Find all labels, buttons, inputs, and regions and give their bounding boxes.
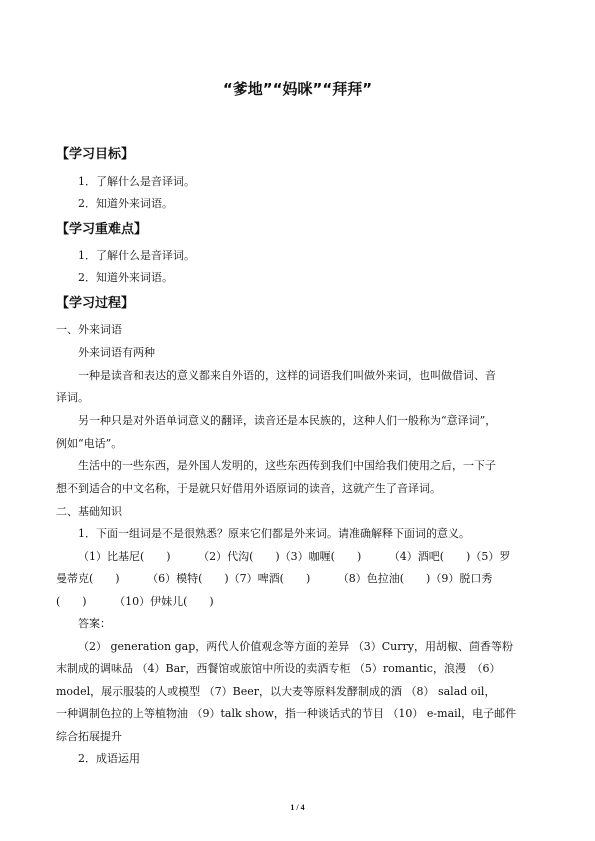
- paragraph-line: 综合拓展提升: [56, 730, 122, 743]
- answer-line: 末制成的调味品 （4）Bar，西餐馆或旅馆中所设的卖酒专柜 （5）romantic，浪漫 （6）: [56, 662, 501, 675]
- paragraph-line: 生活中的一些东西，是外国人发明的，这些东西传到我们中国给我们使用之后，一下子: [78, 459, 496, 472]
- goal-item: 1．了解什么是音译词。: [78, 175, 195, 188]
- keypoint-item: 2．知道外来词语。: [78, 271, 173, 284]
- paragraph-line: 想不到适合的中文名称，于是就只好借用外语原词的读音，这就产生了音译词。: [56, 482, 441, 495]
- section-heading-process: 【学习过程】: [56, 296, 135, 311]
- paragraph-line: 外来词语有两种: [78, 346, 155, 359]
- subheading: 一、外来词语: [56, 323, 122, 336]
- section-heading-keypoints: 【学习重难点】: [56, 222, 148, 237]
- answer-label: 答案：: [78, 617, 111, 630]
- question-line: （1）比基尼( ) （2）代沟( )（3）咖喱( ) （4）酒吧( )（5）罗: [78, 550, 511, 563]
- paragraph-line: 例如“电话”。: [56, 437, 123, 450]
- paragraph-line: 译词。: [56, 391, 89, 404]
- answer-line: model，展示服装的人或模型 （7）Beer，以大麦等原料发酵制成的酒 （8） salad oil，: [56, 685, 496, 698]
- page-title: “爹地”“妈咪”“拜拜”: [222, 80, 373, 98]
- answer-line: （2） generation gap，两代人价值观念等方面的差异 （3）Curry，用胡椒、茴香等粉: [78, 640, 513, 653]
- question-line: 2．成语运用: [78, 752, 140, 765]
- subheading: 二、基础知识: [56, 505, 122, 518]
- answer-line: 一种调制色拉的上等植物油 （9）talk show，指一种谈话式的节目 （10） e-mail，电子邮件: [56, 707, 517, 720]
- section-heading-goals: 【学习目标】: [56, 147, 135, 162]
- goal-item: 2．知道外来词语。: [78, 197, 173, 210]
- paragraph-line: 一种是读音和表达的意义都来自外语的，这样的词语我们叫做外来词，也叫做借词、音: [78, 369, 496, 382]
- page-number: 1 / 4: [290, 803, 305, 812]
- question-line: ( ) （10）伊妹儿( ): [56, 595, 214, 608]
- question-line: 1．下面一组词是不是很熟悉？原来它们都是外来词。请准确解释下面词的意义。: [78, 527, 470, 540]
- paragraph-line: 另一种只是对外语单词意义的翻译，读音还是本民族的，这种人们一般称为“意译词”，: [78, 414, 497, 427]
- question-line: 曼蒂克( ) （6）模特( )（7）啤酒( ) （8）色拉油( )（9）脱口秀: [56, 572, 493, 585]
- keypoint-item: 1．了解什么是音译词。: [78, 249, 195, 262]
